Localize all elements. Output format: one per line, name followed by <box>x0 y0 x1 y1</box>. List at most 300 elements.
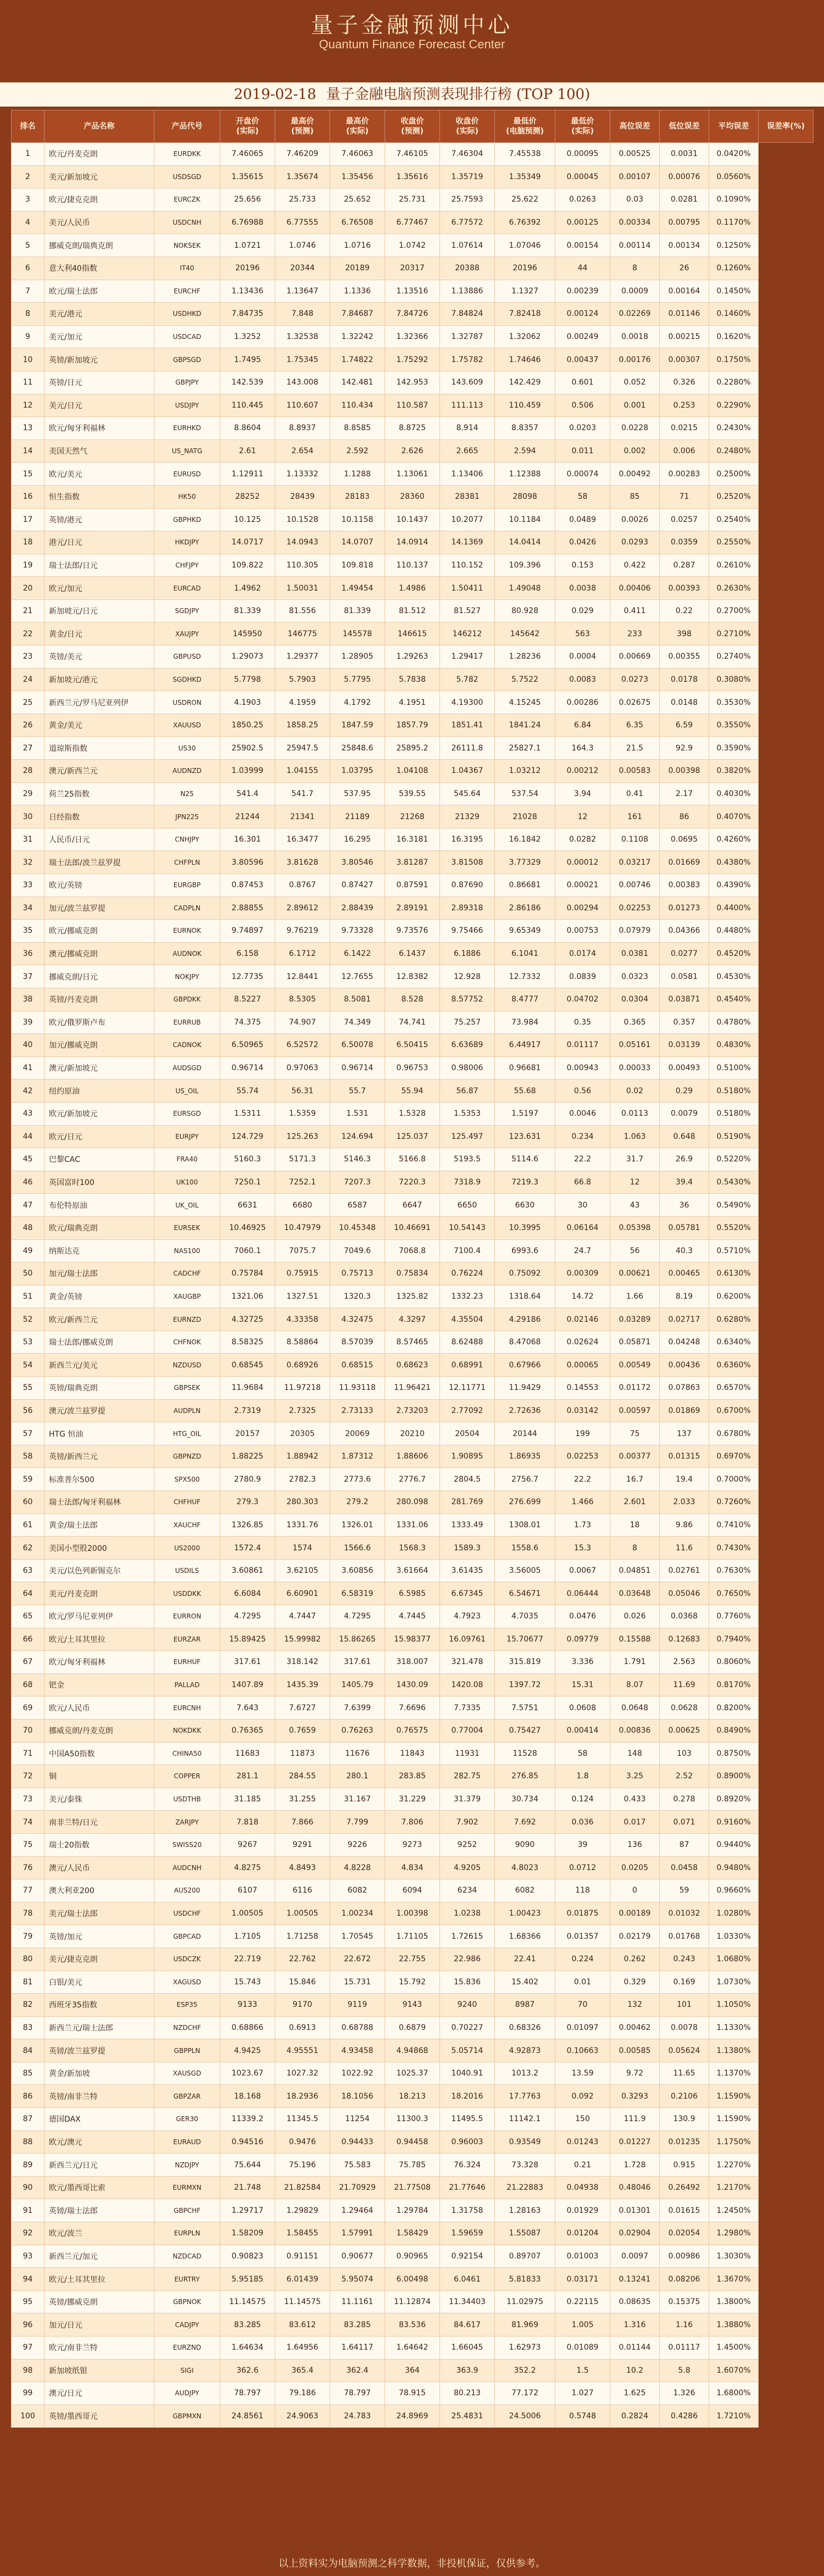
table-cell: 0.00625 <box>660 1719 709 1742</box>
table-cell: 92.9 <box>660 737 709 760</box>
table-cell: 英国富时100 <box>44 1171 154 1194</box>
table-cell: 0.0489 <box>555 508 610 531</box>
table-cell: 1589.3 <box>440 1537 495 1560</box>
table-cell: 道琼斯指数 <box>44 737 154 760</box>
table-cell: 537.54 <box>495 782 555 805</box>
table-cell: 20388 <box>440 257 495 280</box>
table-cell: 11254 <box>330 2108 385 2131</box>
table-cell: 新西兰元/瑞士法郎 <box>44 2016 154 2039</box>
table-row <box>12 1582 814 1605</box>
table-cell: 1.28905 <box>330 646 385 669</box>
table-cell: 1.58429 <box>385 2222 440 2245</box>
table-cell: 33 <box>12 874 44 897</box>
table-cell: 英镑/港元 <box>44 508 154 531</box>
table-cell: 0.67966 <box>495 1354 555 1377</box>
table-cell: 1558.6 <box>495 1537 555 1560</box>
table-cell: GBPUSD <box>154 646 220 669</box>
table-cell: 28 <box>12 760 44 783</box>
table-cell: 新西兰元/日元 <box>44 2154 154 2177</box>
table-cell: 11683 <box>220 1742 275 1765</box>
table-cell: 1572.4 <box>220 1537 275 1560</box>
table-cell: 0.07979 <box>610 920 660 943</box>
table-cell: 中国A50指数 <box>44 1742 154 1765</box>
table-cell: 挪威克朗/日元 <box>44 965 154 988</box>
table-cell: 0.3590% <box>709 737 759 760</box>
table-cell: 9.72 <box>610 2062 660 2085</box>
table-cell: 15.99982 <box>275 1628 330 1651</box>
table-cell: 0.02675 <box>610 691 660 714</box>
table-row <box>12 2336 814 2360</box>
table-cell: 8.19 <box>660 1285 709 1308</box>
table-cell: 1.50031 <box>275 577 330 600</box>
table-cell: 14 <box>12 439 44 463</box>
table-cell: 25827.1 <box>495 737 555 760</box>
table-row <box>12 303 814 326</box>
table-cell: 0.6913 <box>275 2016 330 2039</box>
table-cell: 21.77508 <box>385 2176 440 2199</box>
table-cell: 0.2610% <box>709 554 759 577</box>
table-row <box>12 1902 814 1925</box>
table-cell: 136 <box>610 1833 660 1856</box>
table-cell: 12 <box>555 805 610 828</box>
table-cell: 7207.3 <box>330 1171 385 1194</box>
table-row <box>12 348 814 371</box>
table-cell: 44 <box>555 257 610 280</box>
table-row <box>12 1537 814 1560</box>
table-cell: 1.68366 <box>495 1925 555 1948</box>
table-cell: 日经指数 <box>44 805 154 828</box>
table-cell: 0.2480% <box>709 439 759 463</box>
table-cell: 2780.9 <box>220 1468 275 1491</box>
table-cell: 0.1250% <box>709 234 759 257</box>
table-cell: 1.5311 <box>220 1102 275 1125</box>
table-cell: 1.2980% <box>709 2222 759 2245</box>
table-cell: XAUCHF <box>154 1514 220 1537</box>
table-cell: 0.01089 <box>555 2336 610 2360</box>
table-cell: 0.0018 <box>610 325 660 348</box>
table-cell: 1.29829 <box>275 2199 330 2222</box>
table-cell: 9226 <box>330 1833 385 1856</box>
table-cell: 1308.01 <box>495 1514 555 1537</box>
table-cell: 4.8275 <box>220 1856 275 1879</box>
table-cell: GER30 <box>154 2108 220 2131</box>
table-cell: 0.326 <box>660 371 709 394</box>
table-cell: 22.986 <box>440 1948 495 1971</box>
table-cell: 0.3530% <box>709 691 759 714</box>
table-cell: 7.46209 <box>275 143 330 166</box>
table-cell: 6082 <box>330 1879 385 1902</box>
table-cell: 美元/泰铢 <box>44 1788 154 1811</box>
table-cell: 8.5081 <box>330 988 385 1011</box>
table-row <box>12 394 814 417</box>
table-cell: 0.00753 <box>555 920 610 943</box>
table-cell: 0.4400% <box>709 897 759 920</box>
table-cell: 2.665 <box>440 439 495 463</box>
table-cell: 21.5 <box>610 737 660 760</box>
table-cell: USDILS <box>154 1559 220 1582</box>
table-cell: 0.98006 <box>440 1056 495 1080</box>
table-cell: 17.7763 <box>495 2085 555 2108</box>
table-cell: 5.05714 <box>440 2039 495 2062</box>
table-cell: 75.785 <box>385 2154 440 2177</box>
table-cell: 1407.89 <box>220 1673 275 1696</box>
table-cell: 0.4520% <box>709 942 759 965</box>
table-cell: 31.7 <box>610 1148 660 1171</box>
table-cell: 35 <box>12 920 44 943</box>
table-cell: 挪威克朗/丹麦克朗 <box>44 1719 154 1742</box>
table-cell: 3.61435 <box>440 1559 495 1582</box>
table-cell: 1.00234 <box>330 1902 385 1925</box>
table-row <box>12 2176 814 2199</box>
table-cell: 7252.1 <box>275 1171 330 1194</box>
table-cell: 6647 <box>385 1194 440 1217</box>
table-row <box>12 143 814 166</box>
table-cell: 1333.49 <box>440 1514 495 1537</box>
table-cell: 8.5227 <box>220 988 275 1011</box>
table-cell: 11.1161 <box>330 2290 385 2313</box>
table-cell: 55.94 <box>385 1080 440 1103</box>
table-cell: 8.8937 <box>275 417 330 440</box>
table-cell: 0.026 <box>610 1605 660 1628</box>
column-header: 高位误差 <box>610 110 660 143</box>
table-cell: USDCNH <box>154 211 220 234</box>
table-cell: 18.2936 <box>275 2085 330 2108</box>
table-cell: 0.0368 <box>660 1605 709 1628</box>
table-cell: 0.02253 <box>555 1445 610 1468</box>
table-cell: 0.0257 <box>660 508 709 531</box>
table-cell: 0.89707 <box>495 2245 555 2268</box>
table-cell: 9291 <box>275 1833 330 1856</box>
table-cell: 78 <box>12 1902 44 1925</box>
table-cell: 1.31758 <box>440 2199 495 2222</box>
table-cell: 0.10663 <box>555 2039 610 2062</box>
table-cell: 0.00436 <box>660 1354 709 1377</box>
table-cell: 36 <box>660 1194 709 1217</box>
table-row <box>12 1651 814 1674</box>
table-cell: 1.531 <box>330 1102 385 1125</box>
table-cell: 1.13516 <box>385 280 440 303</box>
table-cell: 1025.37 <box>385 2062 440 2085</box>
table-cell: 美国小型股2000 <box>44 1537 154 1560</box>
table-cell: 钯金 <box>44 1673 154 1696</box>
table-cell: 6.01439 <box>275 2268 330 2291</box>
table-cell: 80 <box>12 1948 44 1971</box>
table-cell: 7.806 <box>385 1811 440 1834</box>
table-cell: 321.478 <box>440 1651 495 1674</box>
table-cell: 8.8604 <box>220 417 275 440</box>
table-cell: 21.748 <box>220 2176 275 2199</box>
table-cell: 0.09779 <box>555 1628 610 1651</box>
table-cell: USDCZK <box>154 1948 220 1971</box>
table-cell: 1.64642 <box>385 2336 440 2360</box>
table-cell: 1.88942 <box>275 1445 330 1468</box>
table-cell: 1.71258 <box>275 1925 330 1948</box>
table-cell: 0.00437 <box>555 348 610 371</box>
table-cell: EURZND <box>154 2336 220 2360</box>
table-cell: 98 <box>12 2359 44 2382</box>
table-cell: 26.9 <box>660 1148 709 1171</box>
table-cell: 280.098 <box>385 1491 440 1514</box>
table-cell: EURDKK <box>154 143 220 166</box>
table-cell: 4.94868 <box>385 2039 440 2062</box>
table-cell: 76 <box>12 1856 44 1879</box>
table-row <box>12 2199 814 2222</box>
table-cell: 7.692 <box>495 1811 555 1834</box>
table-cell: 4.92873 <box>495 2039 555 2062</box>
table-cell: 4.7923 <box>440 1605 495 1628</box>
table-cell: 0.03289 <box>610 1308 660 1331</box>
table-cell: 0.0174 <box>555 942 610 965</box>
table-cell: 0.2824 <box>610 2405 660 2428</box>
table-cell: 110.459 <box>495 394 555 417</box>
table-cell: 1331.76 <box>275 1514 330 1537</box>
table-cell: 4.1903 <box>220 691 275 714</box>
table-cell: 9.76219 <box>275 920 330 943</box>
table-cell: 20069 <box>330 1422 385 1445</box>
table-cell: 0.08635 <box>610 2290 660 2313</box>
table-cell: 13 <box>12 417 44 440</box>
table-cell: 1.0721 <box>220 234 275 257</box>
table-cell: EURNZD <box>154 1308 220 1331</box>
table-cell: 0.00074 <box>555 463 610 486</box>
table-cell: 0.68326 <box>495 2016 555 2039</box>
table-cell: 0.6570% <box>709 1377 759 1400</box>
table-cell: 6.44917 <box>495 1034 555 1057</box>
table-cell: 1574 <box>275 1537 330 1560</box>
table-cell: 0.9480% <box>709 1856 759 1879</box>
table-cell: 3.62105 <box>275 1559 330 1582</box>
table-cell: 欧元/瑞士法郎 <box>44 280 154 303</box>
table-cell: 美元/港元 <box>44 303 154 326</box>
table-cell: 6.50078 <box>330 1034 385 1057</box>
table-cell: 0.68545 <box>220 1354 275 1377</box>
table-cell: 50 <box>12 1262 44 1286</box>
table-cell: 109.818 <box>330 554 385 577</box>
table-row <box>12 1879 814 1902</box>
column-header: 最低价 (电脑预测) <box>495 110 555 143</box>
table-cell: 澳元/人民币 <box>44 1856 154 1879</box>
table-cell: 4.29186 <box>495 1308 555 1331</box>
table-cell: 0.87453 <box>220 874 275 897</box>
table-cell: GBPSEK <box>154 1377 220 1400</box>
table-cell: 15.3 <box>555 1537 610 1560</box>
table-cell: 8.58864 <box>275 1331 330 1354</box>
table-cell: 0.00406 <box>610 577 660 600</box>
table-cell: GBPNOK <box>154 2290 220 2313</box>
table-cell: 539.55 <box>385 782 440 805</box>
table-cell: 10.3995 <box>495 1216 555 1239</box>
table-cell: 0.03648 <box>610 1582 660 1605</box>
table-cell: 0.243 <box>660 1948 709 1971</box>
table-cell: 0.97063 <box>275 1056 330 1080</box>
table-cell: 11931 <box>440 1742 495 1765</box>
table-cell: 英镑/瑞士法郎 <box>44 2199 154 2222</box>
table-cell: 0.6700% <box>709 1399 759 1422</box>
table-cell: 8.57752 <box>440 988 495 1011</box>
table-row <box>12 577 814 600</box>
table-cell: 132 <box>610 1994 660 2017</box>
table-cell: 1.35349 <box>495 165 555 188</box>
table-cell: 20317 <box>385 257 440 280</box>
table-cell: 28360 <box>385 485 440 508</box>
table-cell: 3.60861 <box>220 1559 275 1582</box>
column-header: 开盘价 (实际) <box>220 110 275 143</box>
table-cell: 0.01003 <box>555 2245 610 2268</box>
table-cell: 0.03 <box>610 188 660 212</box>
table-cell: 15.792 <box>385 1971 440 1994</box>
table-cell: 6.77555 <box>275 211 330 234</box>
table-cell: 0.96003 <box>440 2130 495 2154</box>
table-cell: 0.7650% <box>709 1582 759 1605</box>
table-cell: 15.86265 <box>330 1628 385 1651</box>
table-cell: 0.278 <box>660 1788 709 1811</box>
table-cell: 20196 <box>495 257 555 280</box>
table-cell: 1.3030% <box>709 2245 759 2268</box>
table-cell: 1.1750% <box>709 2130 759 2154</box>
table-cell: 1.87312 <box>330 1445 385 1468</box>
table-cell: 1.04155 <box>275 760 330 783</box>
table-cell: AUDSGD <box>154 1056 220 1080</box>
table-cell: US_OIL <box>154 1080 220 1103</box>
table-cell: 97 <box>12 2336 44 2360</box>
table-cell: 1405.79 <box>330 1673 385 1696</box>
table-cell: 15.31 <box>555 1673 610 1696</box>
table-cell: 5.8 <box>660 2359 709 2382</box>
table-cell: 74.907 <box>275 1011 330 1034</box>
table-cell: 0.94458 <box>385 2130 440 2154</box>
table-cell: 77 <box>12 1879 44 1902</box>
table-cell: 0.0113 <box>610 1102 660 1125</box>
table-cell: 0.5190% <box>709 1125 759 1148</box>
table-cell: 28439 <box>275 485 330 508</box>
table-row <box>12 1102 814 1125</box>
table-cell: 0.357 <box>660 1011 709 1034</box>
table-cell: 1.35719 <box>440 165 495 188</box>
table-cell: 1.3880% <box>709 2313 759 2336</box>
table-cell: 1.1590% <box>709 2108 759 2131</box>
table-cell: 0.0560% <box>709 165 759 188</box>
table-cell: 6.60901 <box>275 1582 330 1605</box>
table-cell: 0.03217 <box>610 851 660 874</box>
table-cell: 55.7 <box>330 1080 385 1103</box>
table-cell: 2.89318 <box>440 897 495 920</box>
table-cell: 4.7295 <box>220 1605 275 1628</box>
table-cell: 黄金/日元 <box>44 622 154 646</box>
table-cell: 49 <box>12 1239 44 1262</box>
table-cell: 55.68 <box>495 1080 555 1103</box>
table-cell: 1325.82 <box>385 1285 440 1308</box>
table-cell: 0.05046 <box>660 1582 709 1605</box>
table-cell: 7.866 <box>275 1811 330 1834</box>
table-row <box>12 1445 814 1468</box>
table-cell: 142.481 <box>330 371 385 394</box>
table-cell: 24.5006 <box>495 2405 555 2428</box>
table-cell: SGDHKD <box>154 668 220 691</box>
table-cell: 1.326 <box>660 2382 709 2405</box>
table-cell: EURGBP <box>154 874 220 897</box>
table-row <box>12 1788 814 1811</box>
table-row <box>12 1011 814 1034</box>
table-cell: 1318.64 <box>495 1285 555 1308</box>
table-cell: 16.3195 <box>440 828 495 851</box>
column-header: 最高价 (预测) <box>275 110 330 143</box>
table-row <box>12 1971 814 1994</box>
table-row <box>12 782 814 805</box>
table-cell: 1.28163 <box>495 2199 555 2222</box>
table-cell: 8.4777 <box>495 988 555 1011</box>
table-cell: 4.19300 <box>440 691 495 714</box>
table-cell: NAS100 <box>154 1239 220 1262</box>
table-cell: 0.4286 <box>660 2405 709 2428</box>
table-cell: 8.8585 <box>330 417 385 440</box>
table-cell: 6.67345 <box>440 1582 495 1605</box>
table-cell: 欧元/波兰 <box>44 2222 154 2245</box>
table-cell: 6094 <box>385 1879 440 1902</box>
table-cell: 24.783 <box>330 2405 385 2428</box>
table-cell: 7.84726 <box>385 303 440 326</box>
table-cell: USDJPY <box>154 394 220 417</box>
table-cell: 1327.51 <box>275 1285 330 1308</box>
table-cell: 1.66045 <box>440 2336 495 2360</box>
table-row <box>12 2405 814 2428</box>
table-cell: 1.728 <box>610 2154 660 2177</box>
table-cell: 93 <box>12 2245 44 2268</box>
table-cell: 0.70227 <box>440 2016 495 2039</box>
table-cell: 0.01869 <box>660 1399 709 1422</box>
table-cell: 1.74646 <box>495 348 555 371</box>
table-cell: 1.28236 <box>495 646 555 669</box>
table-cell: 5.7838 <box>385 668 440 691</box>
table-cell: 1.8 <box>555 1765 610 1788</box>
table-row <box>12 805 814 828</box>
table-cell: 0.00076 <box>660 165 709 188</box>
table-cell: 58 <box>12 1445 44 1468</box>
table-cell: 12 <box>12 394 44 417</box>
table-cell: 0.5430% <box>709 1171 759 1194</box>
table-row <box>12 1285 814 1308</box>
table-cell: 54 <box>12 1354 44 1377</box>
table-cell: 1.13406 <box>440 463 495 486</box>
table-cell: GBPSGD <box>154 348 220 371</box>
table-cell: 83 <box>12 2016 44 2039</box>
table-cell: 2.626 <box>385 439 440 463</box>
table-cell: 5193.5 <box>440 1148 495 1171</box>
table-cell: 0.08206 <box>660 2268 709 2291</box>
table-cell: 15.731 <box>330 1971 385 1994</box>
table-cell: 9.73328 <box>330 920 385 943</box>
table-cell: 0.00398 <box>660 760 709 783</box>
table-cell: 美国天然气 <box>44 439 154 463</box>
table-cell: GBPPLN <box>154 2039 220 2062</box>
table-cell: 72 <box>12 1765 44 1788</box>
table-cell: 1.86935 <box>495 1445 555 1468</box>
table-cell: EURCZK <box>154 188 220 212</box>
table-cell: 9090 <box>495 1833 555 1856</box>
table-cell: CADCHF <box>154 1262 220 1286</box>
table-cell: 2.7325 <box>275 1399 330 1422</box>
table-cell: NOKSEK <box>154 234 220 257</box>
table-row <box>12 1239 814 1262</box>
table-cell: 7.5751 <box>495 1696 555 1720</box>
table-cell: 1326.01 <box>330 1514 385 1537</box>
table-cell: 1.5359 <box>275 1102 330 1125</box>
table-cell: 1850.25 <box>220 714 275 737</box>
table-cell: 80.928 <box>495 599 555 622</box>
table-cell: 71 <box>12 1742 44 1765</box>
table-cell: 7318.9 <box>440 1171 495 1194</box>
table-cell: 1.75292 <box>385 348 440 371</box>
table-cell: SIGI <box>154 2359 220 2382</box>
